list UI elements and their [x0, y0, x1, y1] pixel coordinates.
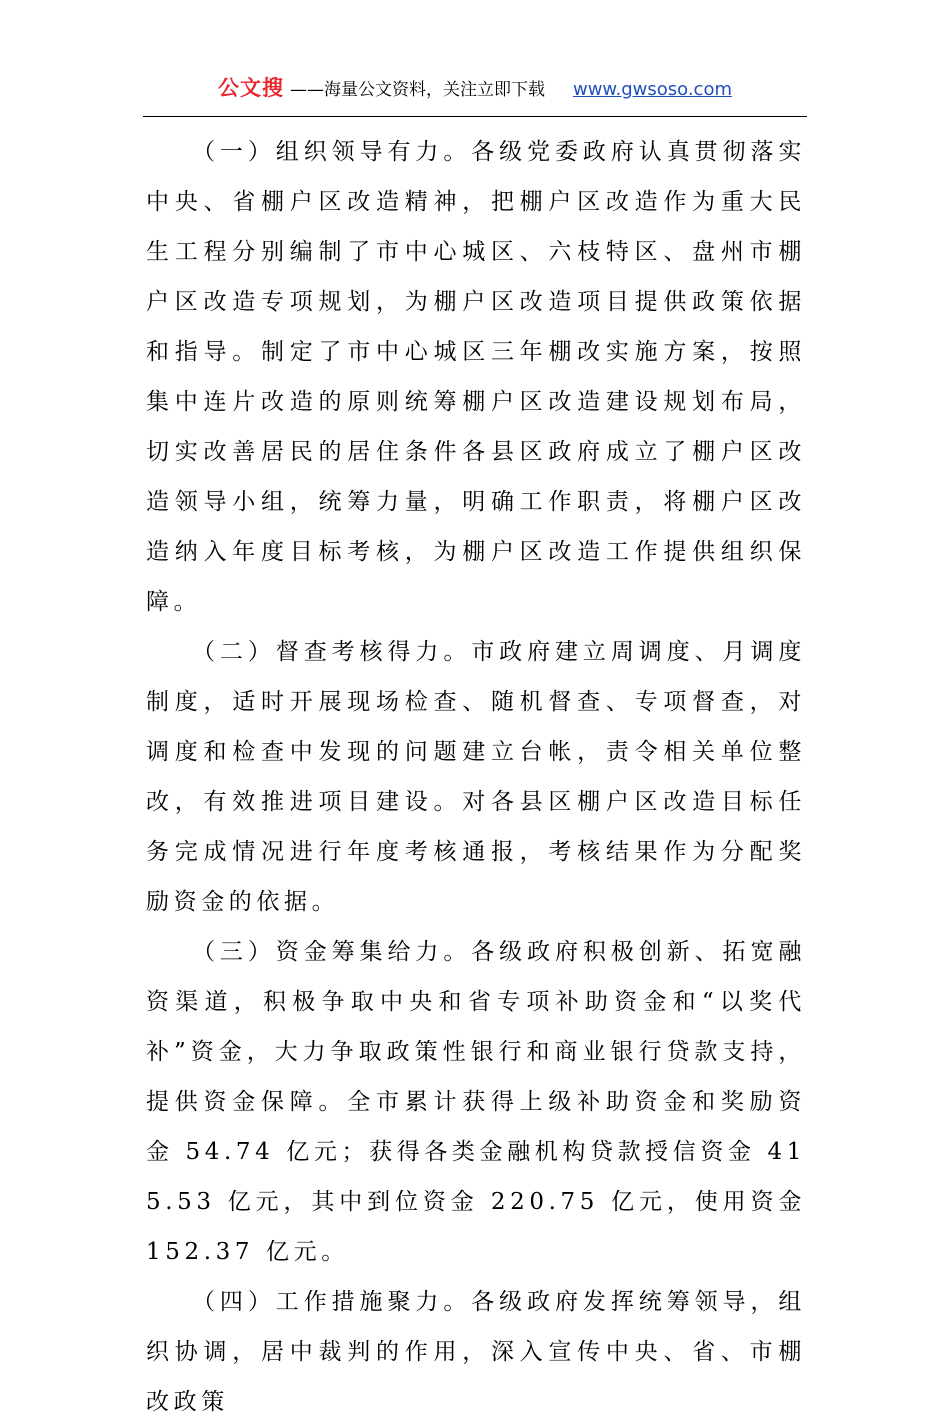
brand-logo-text: 公文搜: [217, 76, 284, 100]
header-tagline: ——海量公文资料，关注立即下载: [289, 80, 545, 100]
paragraph-organization: （一）组织领导有力。各级党委政府认真贯彻落实中央、省棚户区改造精神，把棚户区改造作为重大民生工程分别编制了市中心城区、六枝特区、盘州市棚户区改造专项规划，为棚户区改造项目提供政策依据和指导。制定了市中心城区三年棚改实施方案，按照集中连片改造的原则统筹棚户区改造建设规划布局，切实改善居民的居住条件各县区政府成立了棚户区改造领导小组，统筹力量，明确工作职责，将棚户区改造纳入年度目标考核，为棚户区改造工作提供组织保障。: [146, 139, 806, 615]
paragraph-funding: （三）资金筹集给力。各级政府积极创新、拓宽融资渠道，积极争取中央和省专项补助资金和“以奖代补”资金，大力争取政策性银行和商业银行贷款支持，提供资金保障。全市累计获得上级补助资金和奖励资金 54.74 亿元；获得各类金融机构贷款授信资金 415.53 亿元，其中到位资金 220.75 亿元，使用资金 152.37 亿元。: [146, 939, 806, 1265]
paragraph-supervision: （二）督查考核得力。市政府建立周调度、月调度制度，适时开展现场检查、随机督查、专项督查，对调度和检查中发现的问题建立台帐，责令相关单位整改，有效推进项目建设。对各县区棚户区改造目标任务完成情况进行年度考核通报，考核结果作为分配奖励资金的依据。: [146, 639, 806, 915]
document-body: [146, 127, 806, 1427]
page-header: [0, 72, 950, 102]
site-link[interactable]: www.gwsoso.com: [572, 79, 732, 100]
paragraph-measures: （四）工作措施聚力。各级政府发挥统筹领导，组织协调，居中裁判的作用，深入宣传中央、省、市棚改政策: [146, 1289, 806, 1415]
header-divider: [143, 116, 807, 117]
